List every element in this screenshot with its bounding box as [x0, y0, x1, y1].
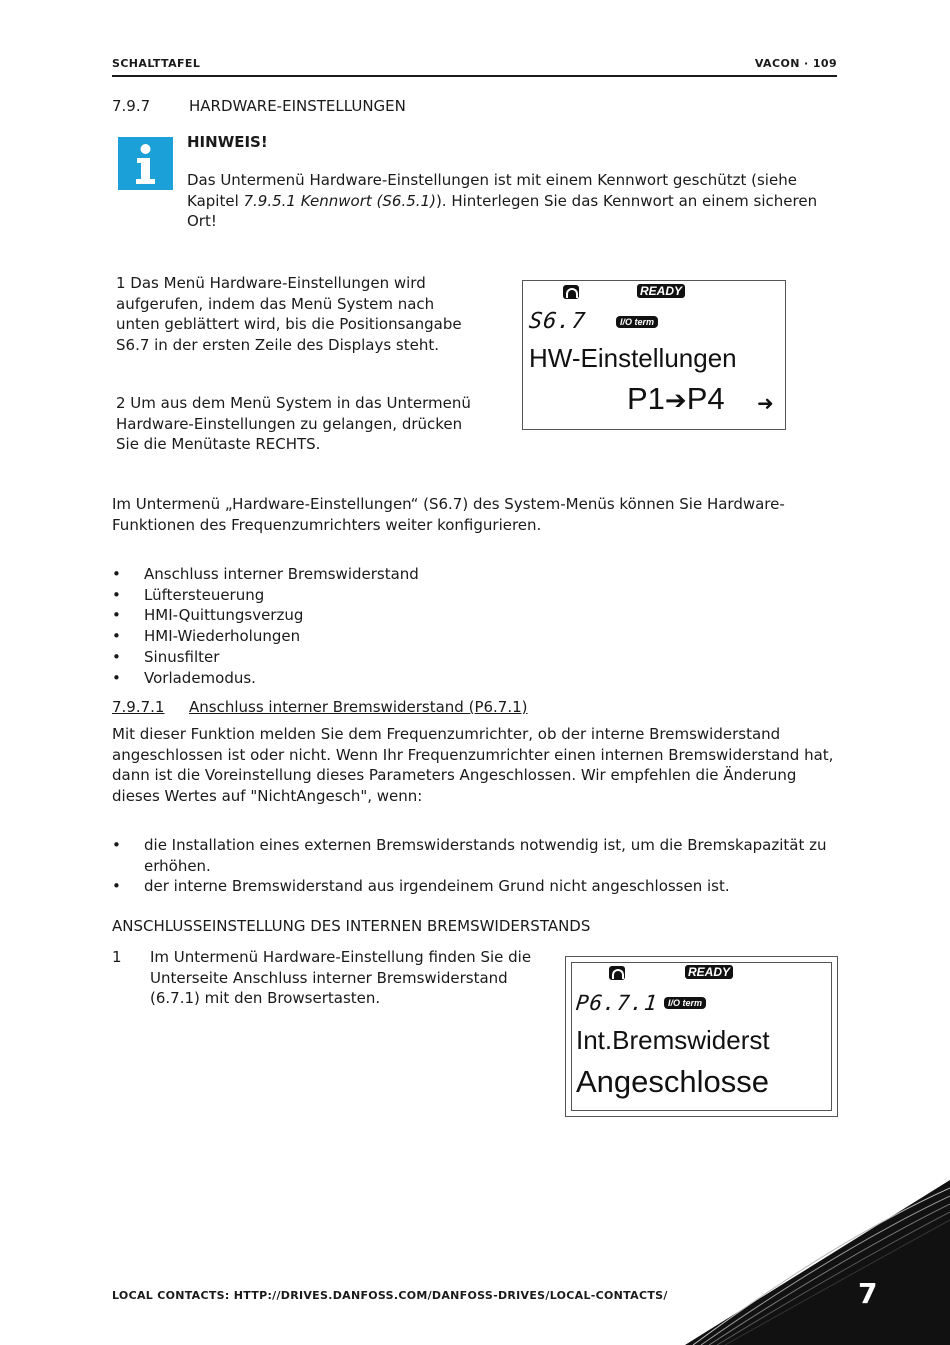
- running-header-left: SCHALTTAFEL: [112, 57, 201, 70]
- keypad-icon: [609, 966, 625, 980]
- display-menu-name: HW-Einstellungen: [529, 343, 737, 373]
- display-inner-frame: [571, 962, 832, 1111]
- intro-paragraph: Im Untermenü „Hardware-Einstellungen“ (S6.7) des System-Menüs können Sie Hardware-Funktionen des Frequenzumrichters weiter konfigurieren.: [112, 495, 785, 534]
- note-title: HINWEIS!: [187, 133, 268, 151]
- list-item: • HMI-Quittungsverzug: [112, 605, 832, 626]
- subsection-paragraph: Mit dieser Funktion melden Sie dem Frequenzumrichter, ob der interne Bremswiderstand angeschlossen ist oder nicht. Wenn Ihr Frequenzumrichter einen internen Bremswiderstand hat, dann ist die Voreinstellung dieses Parameters Angeschlossen. Wir empfehlen die Änderung dieses Wertes auf "NichtAngesch", wenn:: [112, 725, 834, 806]
- running-header-right: VACON · 109: [754, 57, 837, 70]
- io-term-badge: I/O term: [616, 316, 658, 328]
- list-item: • die Installation eines externen Bremswiderstands notwendig ist, um die Bremskapazität zu erhöhen.: [112, 835, 840, 876]
- condition-list: [112, 835, 840, 897]
- corner-decoration: [685, 1180, 950, 1345]
- display-code: S6.7: [527, 309, 588, 334]
- note-text-part: ). Hinterlegen Sie das Kennwort an einem sicheren Ort!: [187, 191, 818, 231]
- display-code: P6.7.1: [574, 991, 660, 1015]
- keypad-display-p671: [565, 956, 838, 1117]
- step-1-text: 1 Das Menü Hardware-Einstellungen wird aufgerufen, indem das Menü System nach unten geblättert wird, bis die Positionsangabe S6.7 in der ersten Zeile des Displays steht.: [116, 274, 462, 355]
- info-icon: [118, 137, 173, 190]
- range-arrow-icon: ➔: [664, 385, 687, 415]
- note-text-reference: 7.9.5.1 Kennwort (S6.5.1): [243, 191, 436, 210]
- display-parameter-name: Int.Bremswiderst: [576, 1025, 770, 1055]
- section-number: 7.9.7: [112, 97, 151, 115]
- io-term-badge: I/O term: [664, 997, 706, 1009]
- right-arrow-icon: ➜: [757, 393, 774, 415]
- list-item: • Vorlademodus.: [112, 668, 832, 689]
- procedure-step-text: Im Untermenü Hardware-Einstellung finden Sie die Unterseite Anschluss interner Bremswiderstand (6.7.1) mit den Browsertasten.: [150, 948, 532, 1008]
- display-parameter-value: Angeschlosse: [576, 1064, 770, 1099]
- list-item: • Anschluss interner Bremswiderstand: [112, 564, 832, 585]
- range-end: P4: [686, 381, 725, 416]
- feature-list: [112, 564, 832, 688]
- list-item: • HMI-Wiederholungen: [112, 626, 832, 647]
- list-item: • der interne Bremswiderstand aus irgendeinem Grund nicht angeschlossen ist.: [112, 876, 840, 897]
- display-range: [627, 381, 725, 417]
- list-item: • Lüftersteuerung: [112, 585, 832, 606]
- note-text-part: Das Untermenü Hardware-Einstellungen ist mit einem Kennwort geschützt (siehe Kapitel: [187, 171, 797, 210]
- footer-contacts: LOCAL CONTACTS: HTTP://DRIVES.DANFOSS.COM/DANFOSS-DRIVES/LOCAL-CONTACTS/: [112, 1289, 668, 1302]
- subsection-number: 7.9.7.1: [112, 698, 165, 716]
- ready-badge: READY: [685, 965, 733, 979]
- note-text: [187, 170, 837, 232]
- section-title: HARDWARE-EINSTELLUNGEN: [189, 97, 406, 115]
- header-rule: [112, 75, 837, 77]
- keypad-icon: [563, 285, 579, 299]
- keypad-display-s67: [522, 280, 786, 430]
- ready-badge: READY: [637, 284, 685, 298]
- section-heading: [112, 97, 406, 115]
- chapter-number: 7: [858, 1277, 878, 1310]
- range-start: P1: [627, 381, 665, 416]
- step-2-text: 2 Um aus dem Menü System in das Untermenü Hardware-Einstellungen zu gelangen, drücken Sie die Menütaste RECHTS.: [116, 394, 471, 454]
- subsection-title: Anschluss interner Bremswiderstand (P6.7.1): [189, 698, 528, 716]
- procedure-step-number: 1: [112, 948, 122, 966]
- list-item: • Sinusfilter: [112, 647, 832, 668]
- procedure-heading: ANSCHLUSSEINSTELLUNG DES INTERNEN BREMSWIDERSTANDS: [112, 917, 591, 935]
